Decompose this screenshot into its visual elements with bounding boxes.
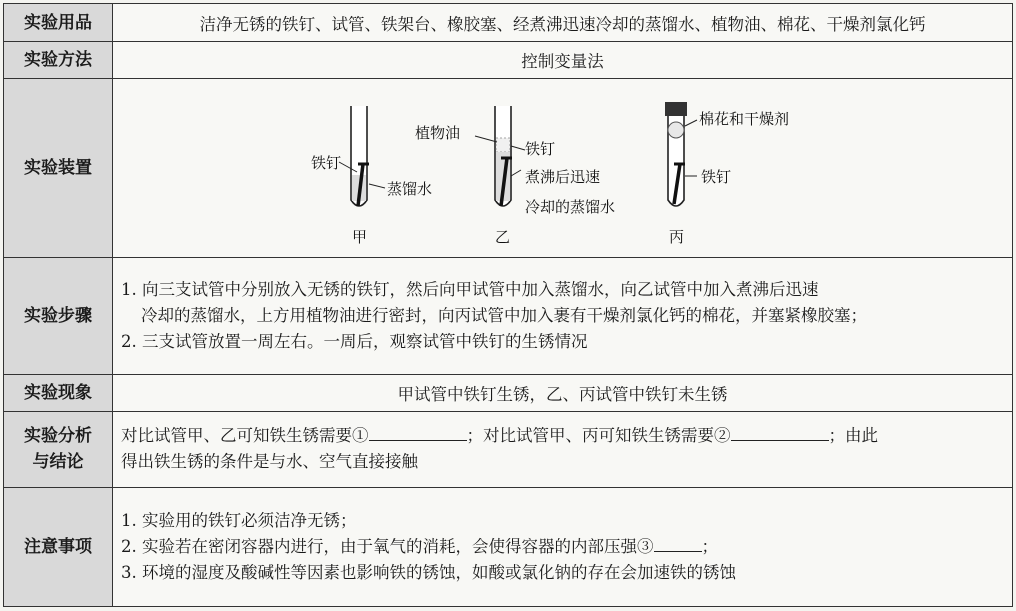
analysis-line-1 — [121, 423, 1004, 449]
note-line-2 — [121, 534, 1004, 560]
header-analysis-line-1: 实验分析 — [24, 426, 92, 447]
analysis-text-b: ；对比试管甲、丙可知铁生锈需要② — [466, 426, 731, 446]
tube-a-nail-label: 铁钉 — [311, 154, 342, 173]
blank-2 — [731, 426, 829, 441]
step-line-2: 冷却的蒸馏水，上方用植物油进行密封，向丙试管中加入裹有干燥剂氯化钙的棉花，并塞紧橡胶塞； — [141, 306, 867, 326]
tube-b-nail-label: 铁钉 — [525, 140, 556, 159]
experiment-table — [3, 3, 1013, 607]
header-analysis-line-2: 与结论 — [32, 452, 84, 473]
tube-b-water-label-1: 煮沸后迅速 — [525, 168, 601, 187]
tube-c-stopper — [665, 102, 687, 116]
row-materials — [4, 4, 1013, 42]
analysis-line-2: 得出铁生锈的条件是与水、空气直接接触 — [121, 452, 418, 472]
notes-cell — [113, 488, 1013, 607]
tube-a-water-label: 蒸馏水 — [387, 180, 433, 199]
tube-c — [665, 102, 789, 246]
tube-b-name: 乙 — [495, 228, 511, 247]
tube-a — [311, 106, 432, 246]
header-method: 实验方法 — [4, 42, 113, 79]
note-text-b: ； — [701, 537, 718, 557]
apparatus-cell — [113, 79, 1013, 257]
step-line-1: 1. 向三支试管中分别放入无锈的铁钉，然后向甲试管中加入蒸馏水，向乙试管中加入煮沸后迅速 — [121, 280, 819, 300]
header-apparatus: 实验装置 — [4, 79, 113, 257]
row-phenomenon — [4, 375, 1013, 411]
header-materials: 实验用品 — [4, 4, 113, 42]
tube-b-oil-label: 植物油 — [415, 124, 461, 143]
row-steps — [4, 257, 1013, 375]
tube-b-water-label-2: 冷却的蒸馏水 — [525, 198, 616, 217]
header-phenomenon: 实验现象 — [4, 375, 113, 411]
row-analysis — [4, 411, 1013, 488]
method-text: 控制变量法 — [113, 42, 1013, 79]
row-notes — [4, 488, 1013, 607]
blank-3 — [654, 537, 702, 552]
row-apparatus — [4, 79, 1013, 257]
tube-c-name: 丙 — [669, 228, 685, 247]
row-method — [4, 42, 1013, 79]
tube-b-oil — [496, 138, 510, 152]
note-text-a: 2. 实验若在密闭容器内进行，由于氧气的消耗，会使得容器的内部压强③ — [121, 537, 654, 557]
phenomenon-text: 甲试管中铁钉生锈，乙、丙试管中铁钉未生锈 — [113, 375, 1013, 411]
materials-text: 洁净无锈的铁钉、试管、铁架台、橡胶塞、经煮沸迅速冷却的蒸馏水、植物油、棉花、干燥剂氯化钙 — [113, 4, 1013, 42]
header-analysis — [4, 411, 113, 488]
tube-a-name: 甲 — [352, 228, 368, 247]
header-steps: 实验步骤 — [4, 257, 113, 375]
tube-c-cotton — [668, 122, 684, 138]
step-line-3: 2. 三支试管放置一周左右。一周后，观察试管中铁钉的生锈情况 — [121, 332, 588, 352]
note-line-3: 3. 环境的湿度及酸碱性等因素也影响铁的锈蚀，如酸或氯化钠的存在会加速铁的锈蚀 — [121, 563, 736, 583]
analysis-text-a: 对比试管甲、乙可知铁生锈需要① — [121, 426, 369, 446]
steps-cell — [113, 257, 1013, 375]
note-line-1: 1. 实验用的铁钉必须洁净无锈； — [121, 511, 357, 531]
tube-c-cotton-label: 棉花和干燥剂 — [699, 110, 790, 129]
apparatus-diagram — [113, 80, 1013, 256]
analysis-cell — [113, 411, 1013, 488]
header-notes: 注意事项 — [4, 488, 113, 607]
analysis-text-c: ；由此 — [828, 426, 878, 446]
blank-1 — [369, 426, 467, 441]
tube-c-nail-label: 铁钉 — [701, 168, 732, 187]
tube-b — [415, 106, 615, 246]
